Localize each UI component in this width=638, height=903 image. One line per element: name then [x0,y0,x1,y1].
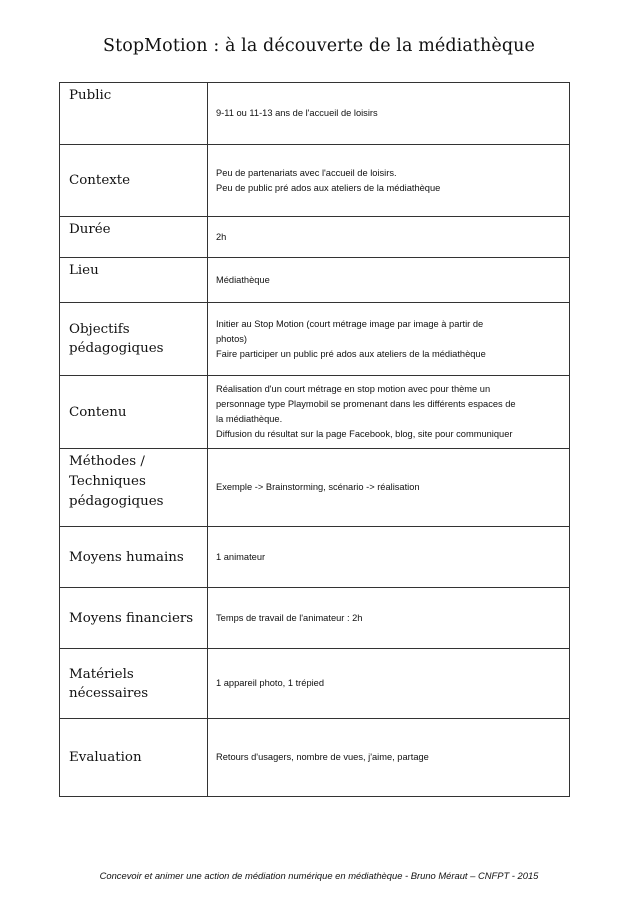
row-label [60,83,208,145]
table-row [60,217,570,258]
row-label [60,217,208,258]
row-value [208,527,570,588]
row-label [60,527,208,588]
page-footer: Concevoir et animer une action de médiation numérique en médiathèque - Bruno Méraut – CNFPT - 2015 [99,870,539,881]
value-line: Diffusion du résultat sur la page Facebook, blog, site pour communiquer [216,429,513,439]
value-line: Retours d'usagers, nombre de vues, j'aime, partage [216,752,429,762]
row-value [208,258,570,303]
value-line: Médiathèque [216,274,270,285]
row-value [208,449,570,527]
value-line: Réalisation d'un court métrage en stop motion avec pour thème un [216,384,491,394]
activity-sheet-table [59,82,570,797]
row-label [60,145,208,217]
label-line: Contexte [69,173,131,188]
value-line: personnage type Playmobil se promenant dans les différents espaces de [216,399,516,409]
table-row [60,376,570,449]
row-value [208,649,570,719]
table-row [60,145,570,217]
label-line: pédagogiques [69,494,164,509]
row-value [208,217,570,258]
value-line: photos) [216,333,248,344]
value-line: Peu de public pré ados aux ateliers de la médiathèque [216,182,441,193]
value-line: Temps de travail de l'animateur : 2h [216,612,363,623]
table-row [60,258,570,303]
value-line: 1 appareil photo, 1 trépied [216,678,325,688]
value-line: 1 animateur [216,551,266,562]
row-value [208,83,570,145]
value-line: Peu de partenariats avec l'accueil de loisirs. [216,167,397,178]
value-line: Faire participer un public pré ados aux ateliers de la médiathèque [216,348,486,359]
label-line: Durée [69,222,111,237]
row-value [208,145,570,217]
row-label [60,303,208,376]
row-label [60,376,208,449]
row-label [60,588,208,649]
label-line: Evaluation [69,750,142,765]
label-line: Objectifs [69,322,130,337]
label-line: Moyens humains [69,549,184,565]
label-line: Matériels nécessaires [69,666,149,701]
row-label [60,649,208,719]
table-row [60,303,570,376]
label-line: Contenu [69,404,127,420]
table-row [60,588,570,649]
row-label [60,719,208,797]
row-value [208,376,570,449]
table-row [60,449,570,527]
value-line: Initier au Stop Motion (court métrage image par image à partir de [216,318,484,329]
label-line: Lieu [69,263,99,278]
value-line: 9-11 ou 11-13 ans de l'accueil de loisirs [216,108,378,118]
label-line: Public [69,88,112,103]
table-row [60,649,570,719]
table-row [60,719,570,797]
table-row [60,527,570,588]
label-line: Moyens financiers [69,610,194,626]
row-label [60,449,208,527]
table-row [60,83,570,145]
row-value [208,588,570,649]
value-line: la médiathèque. [216,414,283,424]
value-line: Exemple -> Brainstorming, scénario -> réalisation [216,482,420,492]
label-line: Techniques [69,474,146,489]
row-value [208,719,570,797]
label-line: Méthodes / [69,454,145,469]
label-line: pédagogiques [69,341,164,356]
row-label [60,258,208,303]
row-value [208,303,570,376]
value-line: 2h [216,231,227,242]
document-title: StopMotion : à la découverte de la médiathèque [103,36,535,56]
